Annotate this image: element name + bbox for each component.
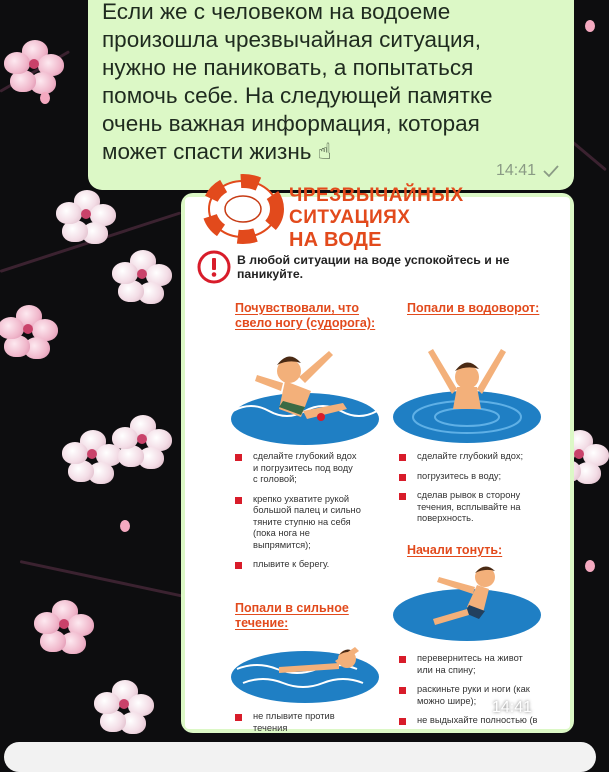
bullet-square [399, 656, 406, 663]
tip-text: не выдыхайте полностью (в [417, 715, 538, 725]
poster-title-line2: НА ВОДЕ [289, 229, 382, 251]
bud-decoration [585, 560, 595, 572]
drowning-swimmer-illustration [391, 563, 543, 643]
tip-text: погрузитесь в воду; [417, 470, 502, 481]
bullet-square [235, 454, 242, 461]
tip-text: сделайте глубокий вдох и погрузитесь под воду с головой; [253, 451, 357, 484]
outgoing-message-bubble[interactable] [88, 0, 574, 190]
warning-text: В любой ситуации на воде успокойтесь и не паникуйте. [237, 253, 510, 281]
tip-text: плывите к берегу. [253, 559, 330, 569]
bullet-square [235, 714, 242, 721]
cramp-swimmer-illustration [229, 337, 381, 445]
current-heading: Попали в сильное течение: [235, 601, 349, 630]
bullet-square [399, 493, 406, 500]
tip-item [235, 711, 385, 734]
bullet-square [235, 497, 242, 504]
bullet-square [399, 474, 406, 481]
exclamation-icon [197, 250, 231, 284]
bud-decoration [120, 520, 130, 532]
bullet-square [399, 454, 406, 461]
cramp-heading: Почувствовали, что свело ногу (судорога): [235, 301, 376, 330]
drowning-heading: Начали тонуть: [407, 543, 503, 557]
whirlpool-swimmer-illustration [391, 335, 543, 443]
image-message-time: 14:41 [491, 699, 532, 716]
tip-item [235, 451, 385, 486]
current-swimmer-illustration [229, 637, 381, 709]
branch-decoration [20, 560, 187, 598]
tip-item [235, 559, 385, 571]
tip-text: не плывите против течения [253, 711, 335, 733]
message-time: 14:41 [495, 162, 536, 179]
tip-item [399, 490, 559, 525]
tip-text: сделайте глубокий вдох; [417, 451, 524, 461]
current-tips [235, 711, 385, 742]
bud-decoration [585, 20, 595, 32]
warning-row [197, 249, 562, 285]
bullet-square [399, 718, 406, 725]
drowning-tips [399, 653, 569, 735]
tip-text: раскиньте руки и ноги (как можно шире); [417, 684, 530, 706]
single-check-icon [542, 164, 560, 178]
safety-poster-image[interactable] [185, 185, 570, 733]
whirlpool-heading: Попали в водоворот: [407, 301, 540, 315]
message-input-bar[interactable] [4, 742, 596, 772]
single-check-icon [538, 701, 556, 715]
tip-item [399, 451, 559, 463]
whirlpool-tips [399, 451, 559, 533]
tip-text: перевернитесь на живот или на спину; [417, 653, 523, 675]
cramp-tips [235, 451, 385, 579]
tip-item [399, 471, 559, 483]
poster-title [289, 185, 570, 251]
outgoing-image-bubble[interactable] [181, 185, 574, 733]
poster-title-line1: ЧРЕЗВЫЧАЙНЫХ СИТУАЦИЯХ [289, 185, 464, 228]
bud-decoration [40, 92, 50, 104]
tip-item [235, 494, 385, 552]
lifebuoy-icon [207, 185, 279, 241]
tip-text: сделав рывок в сторону течения, всплывайте на поверхность. [417, 490, 521, 523]
tip-text: крепко ухватите рукой большой палец и сильно тяните ступню на себя (пока нога не выпрямится); [253, 493, 361, 550]
tip-item [399, 653, 569, 676]
message-text: Если же с человеком на водоеме произошла чрезвычайная ситуация, нужно не паниковать, а попытаться помочь себе. На следующей памятке очень важная информация, которая может спасти жизнь ☝ [102, 0, 493, 164]
bullet-square [235, 562, 242, 569]
bullet-square [399, 687, 406, 694]
image-message-meta [492, 699, 556, 717]
message-meta [496, 162, 560, 180]
